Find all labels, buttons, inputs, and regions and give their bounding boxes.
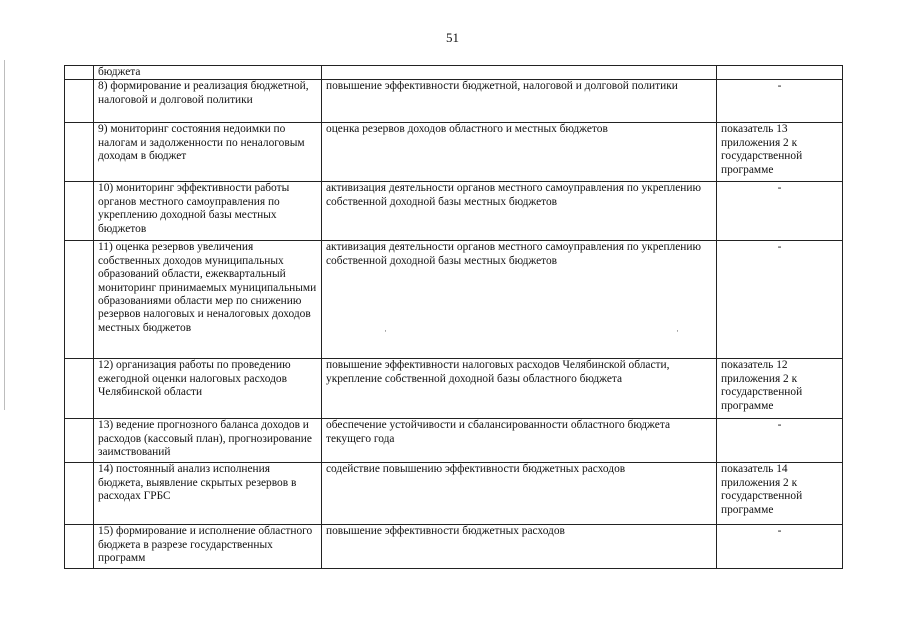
table-row xyxy=(65,463,843,525)
indicator-cell: показатель 12 приложения 2 к государственной программе xyxy=(717,359,843,419)
measures-table xyxy=(64,65,843,569)
goal-cell: обеспечение устойчивости и сбалансированности областного бюджета текущего года xyxy=(322,419,717,463)
table-row xyxy=(65,80,843,123)
indicator-cell: показатель 14 приложения 2 к государственной программе xyxy=(717,463,843,525)
table-row xyxy=(65,123,843,182)
goal-cell: повышение эффективности налоговых расходов Челябинской области, укрепление собственной доходной базы областного бюджета xyxy=(322,359,717,419)
row-number-cell xyxy=(65,525,94,569)
measure-cell: 8) формирование и реализация бюджетной, налоговой и долговой политики xyxy=(94,80,322,123)
table-row xyxy=(65,359,843,419)
measure-cell: 15) формирование и исполнение областного бюджета в разрезе государственных программ xyxy=(94,525,322,569)
row-number-cell xyxy=(65,80,94,123)
goal-cell: оценка резервов доходов областного и местных бюджетов xyxy=(322,123,717,182)
scan-speck: · xyxy=(676,326,679,336)
row-number-cell xyxy=(65,463,94,525)
indicator-cell: - xyxy=(717,182,843,241)
indicator-cell: - xyxy=(717,241,843,359)
page-number: 51 xyxy=(446,30,459,45)
table-row xyxy=(65,66,843,80)
measure-cell: 13) ведение прогнозного баланса доходов и расходов (кассовый план), прогнозирование заимствований xyxy=(94,419,322,463)
measure-cell: 10) мониторинг эффективности работы органов местного самоуправления по укреплению доходной базы местных бюджетов xyxy=(94,182,322,241)
row-number-cell xyxy=(65,419,94,463)
measure-cell: 9) мониторинг состояния недоимки по налогам и задолженности по неналоговым доходам в бюджет xyxy=(94,123,322,182)
measure-cell: 12) организация работы по проведению ежегодной оценки налоговых расходов Челябинской области xyxy=(94,359,322,419)
measure-cell: 11) оценка резервов увеличения собственных доходов муниципальных образований области, ежеквартальный мониторинг принимаемых муниципальными образованиями области мер по снижению резервов налоговых и неналоговых доходов местных бюджетов xyxy=(94,241,322,359)
goal-cell: повышение эффективности бюджетных расходов xyxy=(322,525,717,569)
table-row xyxy=(65,525,843,569)
measure-cell: 14) постоянный анализ исполнения бюджета, выявление скрытых резервов в расходах ГРБС xyxy=(94,463,322,525)
row-number-cell xyxy=(65,241,94,359)
indicator-cell: - xyxy=(717,80,843,123)
indicator-cell xyxy=(717,66,843,80)
goal-cell: активизация деятельности органов местного самоуправления по укреплению собственной доходной базы местных бюджетов xyxy=(322,182,717,241)
indicator-cell: - xyxy=(717,525,843,569)
goal-cell: активизация деятельности органов местного самоуправления по укреплению собственной доходной базы местных бюджетов xyxy=(322,241,717,359)
binding-margin-line xyxy=(4,60,5,410)
goal-cell xyxy=(322,66,717,80)
row-number-cell xyxy=(65,66,94,80)
table-row xyxy=(65,419,843,463)
indicator-cell: показатель 13 приложения 2 к государственной программе xyxy=(717,123,843,182)
table-row xyxy=(65,182,843,241)
goal-cell: повышение эффективности бюджетной, налоговой и долговой политики xyxy=(322,80,717,123)
table-row xyxy=(65,241,843,359)
indicator-cell: - xyxy=(717,419,843,463)
scan-speck: · xyxy=(384,326,387,336)
goal-cell: содействие повышению эффективности бюджетных расходов xyxy=(322,463,717,525)
row-number-cell xyxy=(65,123,94,182)
measure-cell: бюджета xyxy=(94,66,322,80)
row-number-cell xyxy=(65,359,94,419)
row-number-cell xyxy=(65,182,94,241)
